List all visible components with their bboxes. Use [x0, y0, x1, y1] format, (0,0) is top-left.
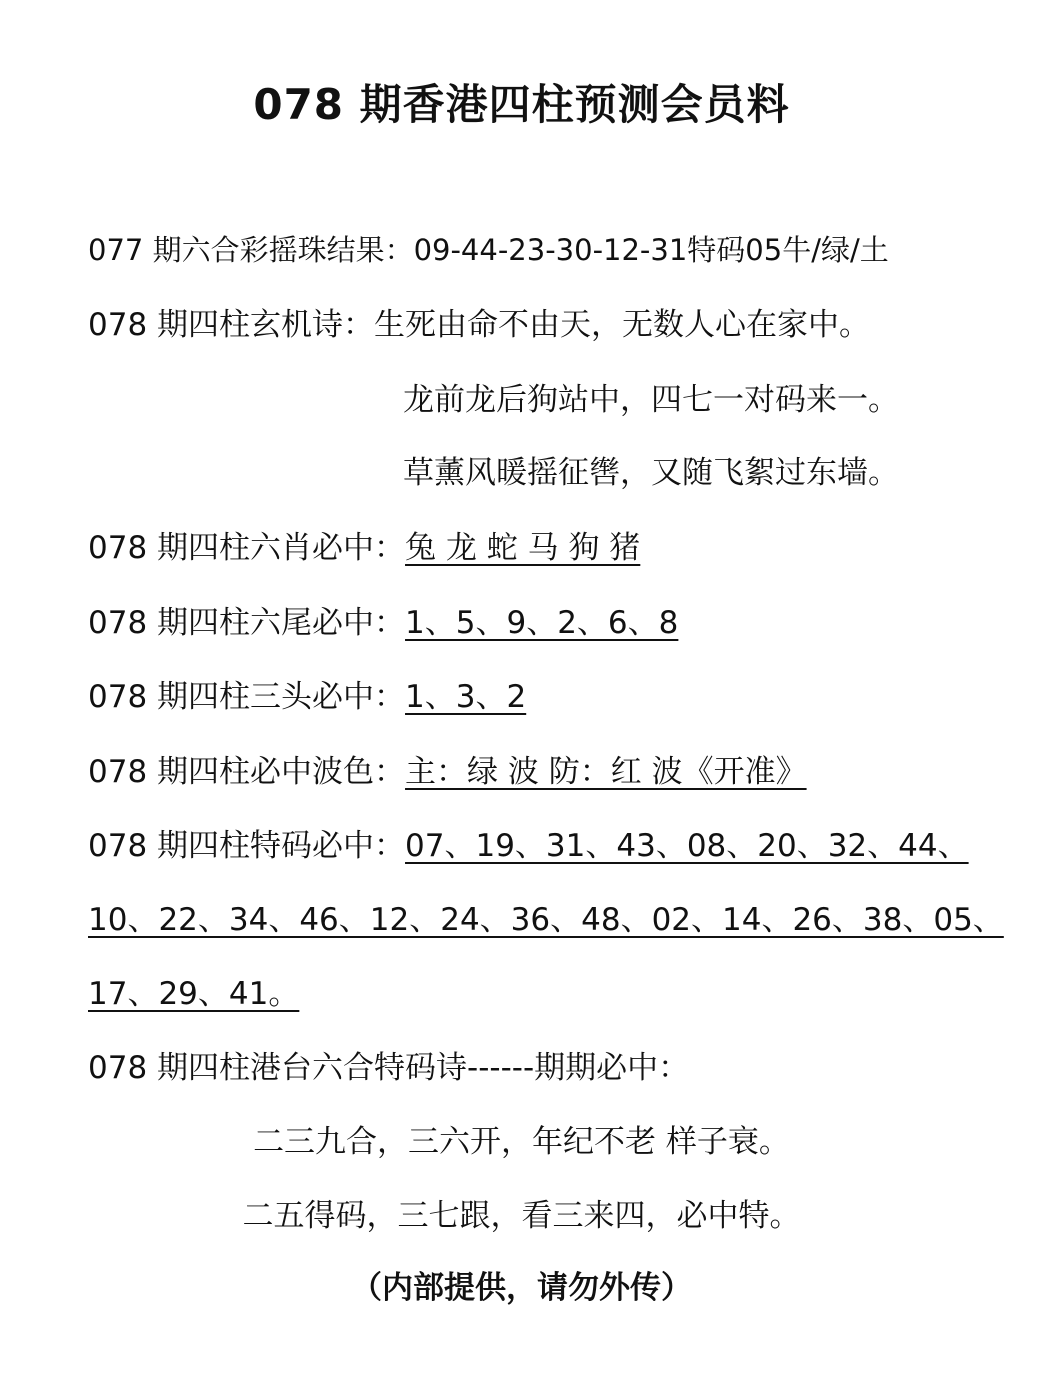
special-code-value-1: 07、19、31、43、08、20、32、44、: [405, 828, 969, 864]
three-heads-row: [88, 677, 526, 717]
three-heads-label: 078 期四柱三头必中：: [88, 679, 406, 715]
six-tails-value: 1、5、9、2、6、8: [405, 605, 679, 641]
poem-first-line: [88, 305, 870, 345]
three-heads-value: 1、3、2: [405, 679, 527, 715]
special-code-row: [88, 826, 969, 866]
special-code-value-2: 10、22、34、46、12、24、36、48、02、14、26、38、05、: [88, 902, 1004, 938]
six-zodiac-label: 078 期四柱六肖必中：: [88, 530, 406, 566]
special-code-row-3: [88, 974, 299, 1014]
poem-line-2: 龙前龙后狗站中，四七一对码来一。: [403, 382, 899, 418]
result-line: 077 期六合彩摇珠结果：09-44-23-30-12-31特码05牛/绿/土: [88, 233, 889, 267]
wave-color-value: 主：绿 波 防：红 波《开准》: [405, 754, 807, 790]
six-tails-row: [88, 603, 678, 643]
wave-color-row: [88, 752, 807, 792]
hk-tw-poem-line-1: 二三九合，三六开，年纪不老 样子衰。: [253, 1124, 790, 1160]
footer-note: （内部提供，请勿外传）: [351, 1270, 692, 1306]
poem-label: 078 期四柱玄机诗：: [88, 307, 375, 343]
poem-line-3: 草薰风暖摇征辔，又随飞絮过东墙。: [403, 455, 899, 491]
poem-line-1: 生死由命不由天，无数人心在家中。: [374, 307, 871, 343]
six-zodiac-value: 兔 龙 蛇 马 狗 猪: [405, 530, 641, 566]
six-tails-label: 078 期四柱六尾必中：: [88, 605, 406, 641]
hk-tw-poem-label: 078 期四柱港台六合特码诗------期期必中：: [88, 1050, 690, 1086]
special-code-label: 078 期四柱特码必中：: [88, 828, 406, 864]
wave-color-label: 078 期四柱必中波色：: [88, 754, 406, 790]
special-code-row-2: [88, 900, 1004, 940]
special-code-value-3: 17、29、41。: [88, 976, 300, 1012]
page-title: 078 期香港四柱预测会员料: [253, 80, 790, 129]
hk-tw-poem-line-2: 二五得码，三七跟，看三来四，必中特。: [242, 1198, 801, 1234]
six-zodiac-row: [88, 528, 640, 568]
